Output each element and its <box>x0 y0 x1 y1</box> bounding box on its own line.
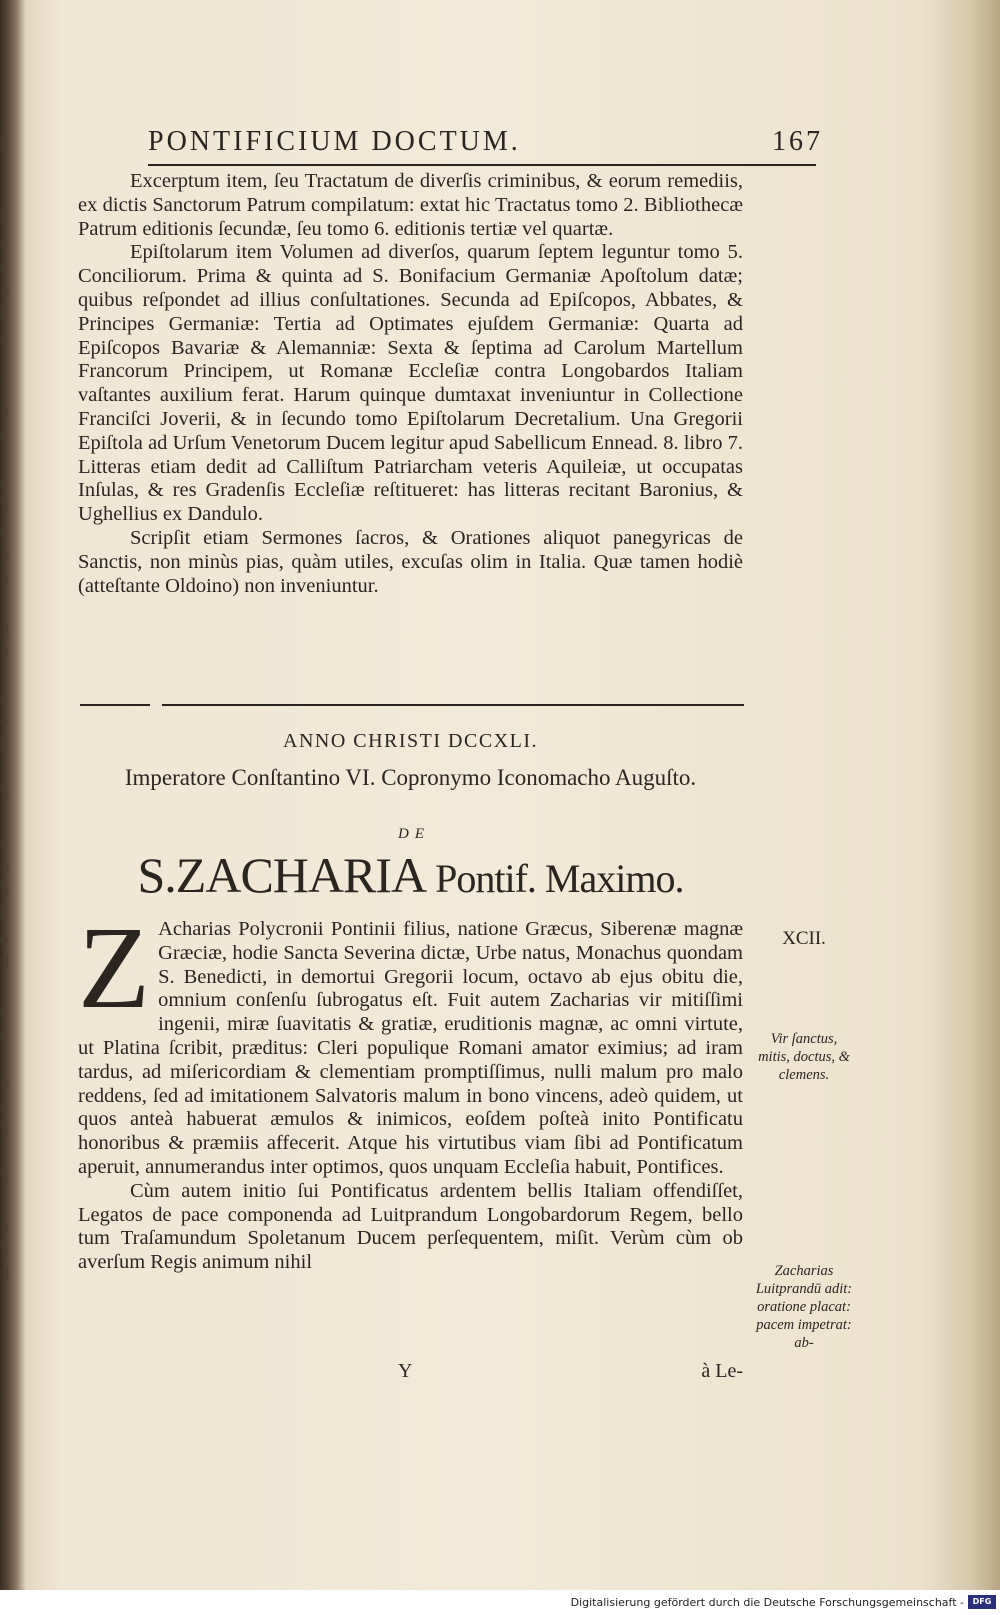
year-heading: ANNO CHRISTI DCCXLI. <box>283 730 538 752</box>
paragraph-epistolarum: Epiſtolarum item Volumen ad diverſos, quarum ſeptem leguntur tomo 5. Conciliorum. Prima & quinta ad S. Bonifacium Germaniæ Apoſtolum datæ; quibus reſpondet ad illius conſultationes. Secunda ad Epiſcopos, Abbates, & Principes Germaniæ: Tertia ad Optimates ejuſdem Germaniæ: Quarta ad Epiſcopos Bavariæ & Alemanniæ: Sexta & ſeptima ad Carolum Martellum Francorum Principem, ut Romanæ Eccleſiæ contra Longobardos Italiam vaſtantes auxilium ferat. Harum quinque dumtaxat inveniuntur in Collectione Franciſci Joverii, & in ſecundo tomo Epiſtolarum Decretalium. Una Gregorii Epiſtola ad Urſum Venetorum Ducem legitur apud Sabellicum Ennead. 8. libro 7. Litteras etiam dedit ad Calliſtum Patriarcham veteris Aquileiæ, ut occupatas Inſulas, & res Gradenſis Eccleſiæ reſtitueret: has litteras recitant Baronius, & Ughellius ex Dandulo. <box>78 241 743 526</box>
text-block-gregorius-works <box>78 170 743 598</box>
dfg-logo: DFG <box>968 1595 996 1609</box>
digitization-credit: Digitalisierung gefördert durch die Deutsche Forschungsgemeinschaft - <box>570 1596 964 1609</box>
signature-mark: Y <box>398 1360 413 1382</box>
paragraph-scripsit: Scripſit etiam Sermones ſacros, & Orationes aliquot panegyricas de Sanctis, non minùs pias, quàm utiles, excuſas olim in Italia. Quæ tamen hodiè (atteſtante Oldoino) non inveniuntur. <box>78 526 743 597</box>
section-separator-long <box>162 704 744 706</box>
digitization-footer <box>0 1590 1000 1615</box>
margin-note-zacharias: Zacharias Luitprandū adit: oratione placat: pacem impetrat: ab- <box>755 1263 853 1351</box>
drop-cap-letter: Z <box>78 902 151 1033</box>
book-page <box>78 0 853 1590</box>
section-separator-short <box>80 704 150 706</box>
running-title: PONTIFICIUM DOCTUM. <box>148 126 521 157</box>
de-label: DE <box>398 826 430 842</box>
paragraph-legatos: Cùm autem initio ſui Pontificatus ardentem bellis Italiam offendiſſet, Legatos de pace componenda ad Luitprandum Longobardorum Regem, bello tum Traſamundum Spoletanum Ducem perſequentem, miſit. Verùm cùm ob averſum Regis animum nihil <box>78 1179 743 1274</box>
paragraph-zacharias-intro <box>78 902 743 1180</box>
margin-note-vir-sanctus: Vir ſanctus, mitis, doctus, & clemens. <box>758 1031 850 1083</box>
page-footer-line <box>78 1360 743 1384</box>
header-rule <box>148 164 816 166</box>
chapter-title-rest: Pontif. Maximo. <box>426 856 684 901</box>
catchword: à Le- <box>701 1360 743 1382</box>
paragraph-zacharias-intro-text: Acharias Polycronii Pontinii filius, natione Græcus, Siberenæ magnæ Græciæ, hodie Sancta Severina dictæ, Urbe natus, Monachus quondam S. Benedicti, in demortui Gregorii locum, octavo ab ejus obitu die, omnium conſenſu ſubrogatus eſt. Fuit autem Zacharias vir mitiſſimi ingenii, miræ ſuavitatis & gratiæ, eruditionis magnæ, ac omni virtute, ut Platina ſcribit, præditus: Cleri populique Romani amator eximius; ad iram tardus, ad miſericordiam & clementiam promptiſſimus, nulli malum pro malo reddens, ſed ad imitationem Salvatoris malum in bono vincens, adeò quidem, ut quos anteà habuerat æmulos & inimicos, eoſdem poſteà inito Pontificatu honoribus & præmiis affecerit. Atque his virtutibus viam ſibi ad Pontificatum aperuit, annumerandus inter optimos, quos unquam Eccleſia habuit, Pontifices. <box>78 918 743 1178</box>
running-header <box>148 126 823 158</box>
page-number: 167 <box>772 126 823 157</box>
text-block-zacharias <box>78 902 743 1275</box>
facing-page-edge-fragments: l I l c c b l i n s c u c p n q n c e l u t p h l o d c c b i u u n u d <box>0 137 10 1283</box>
emperor-heading: Imperatore Conſtantino VI. Copronymo Iconomacho Auguſto. <box>124 765 697 790</box>
chapter-title <box>78 846 743 904</box>
chapter-title-name: S.ZACHARIA <box>137 847 427 903</box>
margin-number: XCII. <box>782 928 826 949</box>
paragraph-excerptum: Excerptum item, ſeu Tractatum de diverſis criminibus, & eorum remediis, ex dictis Sanctorum Patrum compilatum: extat hic Tractatus tomo 2. Bibliothecæ Patrum editionis ſecundæ, ſeu tomo 6. editionis tertiæ vel quartæ. <box>78 170 743 240</box>
